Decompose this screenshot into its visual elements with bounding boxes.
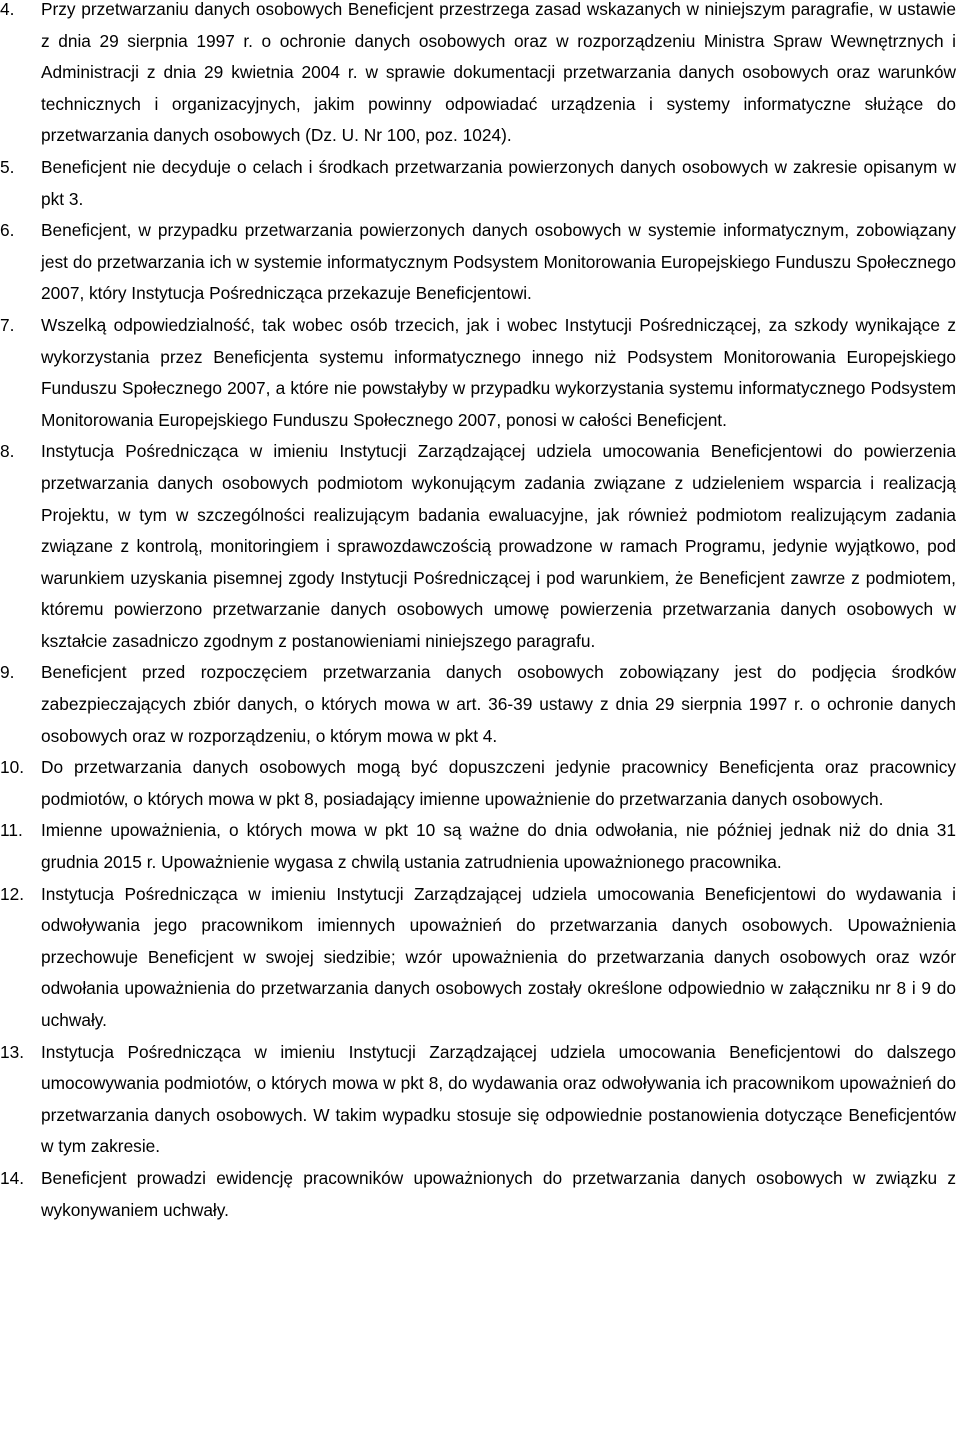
item-text: Beneficjent przed rozpoczęciem przetwarzania danych osobowych zobowiązany jest do podjęcia środków zabezpieczających zbiór danych, o których mowa w art. 36-39 ustawy z dnia 29 sierpnia 1997 r. o ochronie danych osobowych oraz w rozporządzeniu, o którym mowa w pkt 4. [41, 662, 956, 746]
item-number: 7. [0, 314, 15, 335]
list-item-6 [0, 215, 956, 310]
list-item-9 [0, 657, 956, 752]
item-number: 4. [0, 0, 15, 19]
list-item-12 [0, 879, 956, 1037]
list-item-10 [0, 752, 956, 815]
list-item-13 [0, 1037, 956, 1163]
item-text: Do przetwarzania danych osobowych mogą być dopuszczeni jedynie pracownicy Beneficjenta oraz pracownicy podmiotów, o których mowa w pkt 8, posiadający imienne upoważnienie do przetwarzania danych osobowych. [41, 757, 956, 809]
item-text: Wszelką odpowiedzialność, tak wobec osób trzecich, jak i wobec Instytucji Pośredniczącej, za szkody wynikające z wykorzystania przez Beneficjenta systemu informatycznego innego niż Podsystem Monitorowania Europejskiego Funduszu Społecznego 2007, a które nie powstałyby w przypadku wykorzystania systemu informatycznego Podsystem Monitorowania Europejskiego Funduszu Społecznego 2007, ponosi w całości Beneficjent. [41, 314, 956, 430]
item-number: 11. [0, 820, 23, 841]
list-item-4 [0, 0, 956, 152]
item-text: Instytucja Pośrednicząca w imieniu Instytucji Zarządzającej udziela umocowania Beneficjentowi do powierzenia przetwarzania danych osobowych podmiotom wykonującym zadania związane z udzieleniem wsparcia i realizacją Projektu, w tym w szczególności realizującym badania ewaluacyjne, jak również podmiotom realizującym zadania związane z kontrolą, monitoringiem i sprawozdawczością prowadzone w ramach Programu, jedynie wyjątkowo, pod warunkiem uzyskania pisemnej zgody Instytucji Pośredniczącej i pod warunkiem, że Beneficjent zawrze z podmiotem, któremu powierzono przetwarzanie danych osobowych umowę powierzenia przetwarzania danych osobowych w kształcie zasadniczo zgodnym z postanowieniami niniejszego paragrafu. [41, 441, 956, 651]
list-item-8 [0, 436, 956, 657]
item-number: 12. [0, 883, 25, 904]
item-text: Instytucja Pośrednicząca w imieniu Instytucji Zarządzającej udziela umocowania Beneficjentowi do dalszego umocowywania podmiotów, o których mowa w pkt 8, do wydawania oraz odwoływania ich pracownikom upoważnień do przetwarzania danych osobowych. W takim wypadku stosuje się odpowiednie postanowienia dotyczące Beneficjentów w tym zakresie. [41, 1041, 956, 1157]
item-number: 14. [0, 1167, 25, 1188]
item-number: 8. [0, 441, 15, 462]
item-text: Beneficjent prowadzi ewidencję pracowników upoważnionych do przetwarzania danych osobowych w związku z wykonywaniem uchwały. [41, 1167, 956, 1220]
list-item-7 [0, 310, 956, 436]
item-text: Imienne upoważnienia, o których mowa w pkt 10 są ważne do dnia odwołania, nie później jednak niż do dnia 31 grudnia 2015 r. Upoważnienie wygasa z chwilą ustania zatrudnienia upoważnionego pracownika. [41, 820, 956, 873]
item-number: 5. [0, 156, 15, 177]
item-number: 10. [0, 757, 25, 778]
item-number: 9. [0, 662, 15, 683]
item-number: 13. [0, 1041, 25, 1062]
item-text: Beneficjent, w przypadku przetwarzania powierzonych danych osobowych w systemie informatycznym, zobowiązany jest do przetwarzania ich w systemie informatycznym Podsystem Monitorowania Europejskiego Funduszu Społecznego 2007, który Instytucja Pośrednicząca przekazuje Beneficjentowi. [41, 220, 956, 304]
list-item-5 [0, 152, 956, 215]
item-text: Instytucja Pośrednicząca w imieniu Instytucji Zarządzającej udziela umocowania Beneficjentowi do wydawania i odwoływania jego pracownikom imiennych upoważnień do przetwarzania danych osobowych. Upoważnienia przechowuje Beneficjent w swojej siedzibie; wzór upoważnienia do przetwarzania danych osobowych oraz wzór odwołania upoważnienia do przetwarzania danych osobowych zostały określone odpowiednio w załączniku nr 8 i 9 do uchwały. [41, 883, 956, 1030]
item-number: 6. [0, 220, 15, 241]
list-item-11 [0, 815, 956, 878]
list-item-14 [0, 1163, 956, 1226]
item-text: Beneficjent nie decyduje o celach i środkach przetwarzania powierzonych danych osobowych w zakresie opisanym w pkt 3. [41, 156, 956, 209]
item-text: Przy przetwarzaniu danych osobowych Beneficjent przestrzega zasad wskazanych w niniejszym paragrafie, w ustawie z dnia 29 sierpnia 1997 r. o ochronie danych osobowych oraz w rozporządzeniu Ministra Spraw Wewnętrznych i Administracji z dnia 29 kwietnia 2004 r. w sprawie dokumentacji przetwarzania danych osobowych oraz warunków technicznych i organizacyjnych, jakim powinny odpowiadać urządzenia i systemy informatyczne służące do przetwarzania danych osobowych (Dz. U. Nr 100, poz. 1024). [41, 0, 956, 146]
